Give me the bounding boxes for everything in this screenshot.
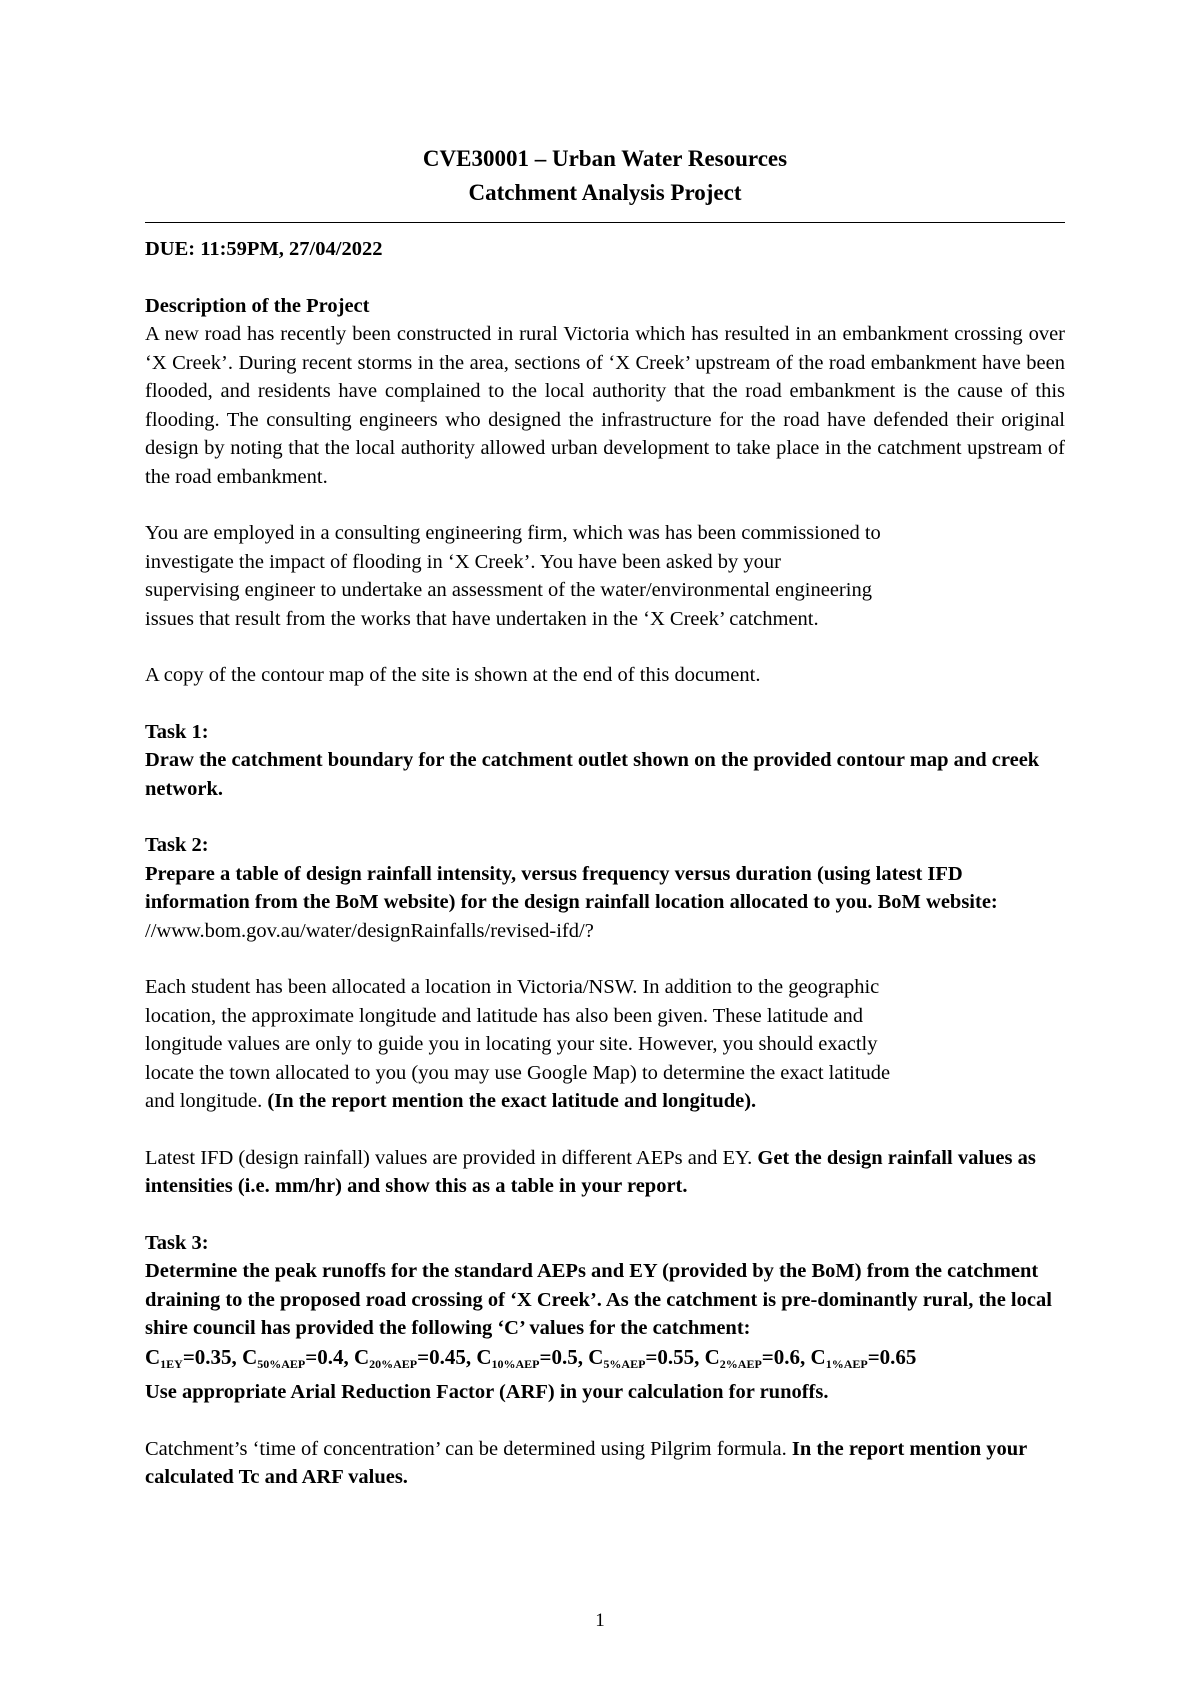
task2-ifd-bold: Get the design rainfall values as intensities (i.e. mm/hr) and show this as a table in your report. (145, 1146, 1036, 1197)
description-heading: Description of the Project (145, 294, 370, 317)
due-date: DUE: 11:59PM, 27/04/2022 (145, 238, 383, 260)
description-paragraph-2-line-2: investigate the impact of flooding in ‘X Creek’. You have been asked by your (145, 550, 781, 573)
task2-ifd-paragraph (145, 1144, 1065, 1201)
tc-paragraph (145, 1435, 1065, 1492)
title-line-2: Catchment Analysis Project (468, 180, 742, 205)
task2-paragraph-line-5-plain: and longitude. (145, 1090, 268, 1112)
task2-label: Task 2: (145, 834, 209, 856)
description-paragraph-2-line-4: issues that result from the works that have undertaken in the ‘X Creek’ catchment. (145, 607, 819, 630)
c-value-1aep: $C_{1\%AEP}=0.65$ (810, 1344, 917, 1371)
c-value-10aep: $C_{10\%AEP}=0.5$, (476, 1344, 589, 1371)
bom-website-url: //www.bom.gov.au/water/designRainfalls/revised-ifd/? (145, 919, 594, 942)
task1-label: Task 1: (145, 720, 209, 743)
c-value-2aep: $C_{2\%AEP}=0.6$, (704, 1344, 811, 1371)
tc-plain: Catchment’s ‘time of concentration’ can be determined using Pilgrim formula. (145, 1437, 792, 1460)
task2-text-block (145, 860, 1065, 946)
task2-paragraph-line-5-bold: (In the report mention the exact latitude and longitude). (267, 1090, 757, 1112)
task2-paragraph-line-2: location, the approximate longitude and latitude has also been given. These latitude and (145, 1004, 864, 1027)
task3-label: Task 3: (145, 1231, 209, 1254)
task2-paragraph-line-3: longitude values are only to guide you in locating your site. However, you should exactly (145, 1033, 878, 1055)
task3-text: Determine the peak runoffs for the standard AEPs and EY (provided by the BoM) from the catchment draining to the proposed road crossing of ‘X Creek’. As the catchment is pre-dominantly rural, the local shire council has provided the following ‘C’ values for the catchment: (145, 1260, 1052, 1339)
arf-line: Use appropriate Arial Reduction Factor (ARF) in your calculation for runoffs. (145, 1381, 829, 1403)
description-paragraph-3: A copy of the contour map of the site is shown at the end of this document. (145, 664, 761, 686)
task2-ifd-plain: Latest IFD (design rainfall) values are provided in different AEPs and EY. (145, 1146, 758, 1169)
task1-text: Draw the catchment boundary for the catchment outlet shown on the provided contour map and creek network. (145, 749, 1040, 800)
task2-paragraph-line-4: locate the town allocated to you (you may use Google Map) to determine the exact latitude (145, 1061, 891, 1084)
description-paragraph-1: A new road has recently been constructed in rural Victoria which has resulted in an embankment crossing over ‘X Creek’. During recent storms in the area, sections of ‘X Creek’ upstream of the road embankment have been flooded, and residents have complained to the local authority that the road embankment is the cause of this flooding. The consulting engineers who designed the infrastructure for the road have defended their original design by noting that the local authority allowed urban development to take place in the catchment upstream of the road embankment. (145, 323, 1065, 488)
page-number: 1 (595, 1610, 605, 1631)
title-line-1: CVE30001 – Urban Water Resources (422, 146, 788, 171)
tc-bold: In the report mention your calculated Tc and ARF values. (145, 1437, 1027, 1488)
task2-paragraph-line-5 (145, 1087, 1065, 1116)
c-value-20aep: $C_{20\%AEP}=0.45$, (353, 1344, 477, 1371)
horizontal-rule (145, 222, 1065, 223)
c-value-5aep: $C_{5\%AEP}=0.55$, (588, 1344, 705, 1371)
description-paragraph-2-line-3: supervising engineer to undertake an assessment of the water/environmental engineering (145, 579, 872, 601)
task2-text: Prepare a table of design rainfall intensity, versus frequency versus duration (using latest IFD information from the BoM website) for the design rainfall location allocated to you. BoM website: (145, 862, 998, 913)
page-content (145, 142, 1065, 1492)
description-paragraph-2-line-1: You are employed in a consulting engineering firm, which was has been commissioned to (145, 522, 881, 544)
c-value-1ey: $C_{1EY}=0.35$, (145, 1344, 243, 1371)
task2-paragraph-line-1: Each student has been allocated a location in Victoria/NSW. In addition to the geographic (145, 976, 880, 998)
c-values-line (145, 1343, 1065, 1379)
c-value-50aep: $C_{50\%AEP}=0.4$, (242, 1344, 354, 1371)
